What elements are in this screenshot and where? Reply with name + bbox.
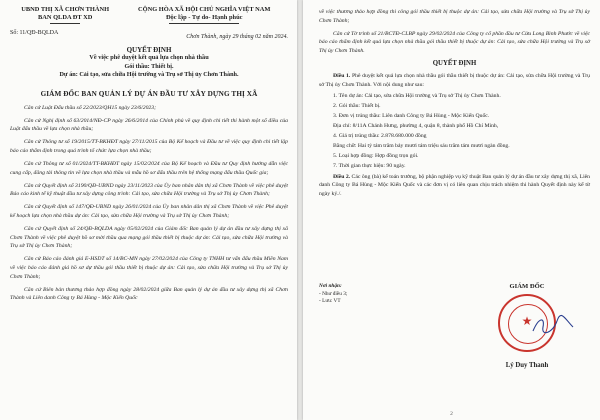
document-number: Số: 11/QĐ-BQLDA [10, 30, 59, 36]
document-title: QUYẾT ĐỊNH [126, 46, 172, 54]
document-date: Chơn Thành, ngày 29 tháng 02 năm 2024. [186, 34, 288, 40]
award-detail: 3. Đơn vị trúng thầu: Liên danh Công ty Bá Hùng - Mộc Kiến Quốc. [333, 113, 490, 120]
legal-basis-item: Căn cứ Thông tư số 19/2015/TT-BKHĐT ngày 27/11/2015 của Bộ Kế hoạch và Đầu tư về việc quy định chi tiết lập báo cáo thẩm định trong quá trình tổ chức lựa chọn nhà thầu; [10, 139, 288, 154]
agency-line-1: UBND THỊ XÃ CHƠN THÀNH [21, 6, 110, 13]
divider [50, 23, 80, 24]
award-detail: 4. Giá trị trúng thầu: 2.878.680.000 đồng [333, 133, 427, 140]
package-name: Gói thầu: Thiết bị. [124, 62, 174, 70]
project-name: Dự án: Cải tạo, sửa chữa Hội trường và Trụ sở Thị ủy Chơn Thành. [59, 71, 239, 78]
legal-basis-item: Căn cứ Biên bản thương thảo hợp đồng ngày 28/02/2024 giữa Ban quản lý dự án đầu tư xây dựng thị xã Chơn Thành và Liên danh Công ty Bá Hùng - Mộc Kiến Quốc [10, 286, 288, 302]
legal-basis-continuation: về việc thương thảo hợp đồng thi công gói thầu thiết bị thuộc dự án: Cải tạo, sửa chữa Hội trường và Trụ sở Thị ủy Chơn Thành; [319, 9, 590, 24]
award-detail: 1. Tên dự án: Cải tạo, sửa chữa Hội trường và Trụ sở Thị ủy Chơn Thành. [333, 93, 501, 100]
page-number: 2 [450, 411, 453, 417]
article-1-heading: Điều 1. [333, 72, 351, 79]
document-header [10, 6, 288, 24]
agency-line-2: BAN QLDA ĐT XD [38, 14, 93, 21]
award-detail: 5. Loại hợp đồng: Hợp đồng trọn gói. [333, 153, 419, 160]
article-1-text: Phê duyệt kết quả lựa chọn nhà thầu gói thầu thiết bị thuộc dự án: Cải tạo, sửa chữa Hội trường và Trụ sở Thị ủy Chơn Thành. Với nội dung như sau: [319, 72, 591, 88]
legal-basis-item: Căn cứ Thông tư số 01/2024/TT-BKHĐT ngày 15/02/2024 của Bộ Kế hoạch và Đầu tư Quy định hướng dẫn việc cung cấp, đăng tải thông tin về lựa chọn nhà thầu và mẫu hồ sơ đấu thầu trên hệ thống mạng đấu thầu Quốc gia; [10, 160, 288, 176]
document-subtitle: Về việc phê duyệt kết quả lựa chọn nhà thầu [89, 54, 209, 61]
national-title: CỘNG HÒA XÃ HỘI CHỦ NGHĨA VIỆT NAM [138, 6, 271, 13]
article-2-heading: Điều 2. [333, 173, 351, 180]
award-detail: 2. Gói thầu: Thiết bị. [333, 103, 381, 110]
authority-heading: GIÁM ĐỐC BAN QUẢN LÝ DỰ ÁN ĐẦU TƯ XÂY DỰNG THỊ XÃ [40, 89, 258, 98]
legal-basis-item: Căn cứ Báo cáo đánh giá E-HSDT số 14/BC-MN ngày 27/02/2024 của Công ty TNHH tư vấn đấu thầu Miền Nam về việc báo cáo đánh giá hồ sơ dự thầu gói thầu thiết bị thuộc dự án: Cải tạo, sửa chữa Hội trường và Trụ sở Thị ủy Chơn Thành; [10, 256, 288, 280]
seal-star-icon: ★ [521, 314, 533, 328]
national-motto: Độc lập - Tự do- Hạnh phúc [165, 14, 243, 21]
article-2 [319, 173, 590, 199]
issuing-agency [10, 6, 120, 24]
recipient-item: - Lưu: VT [319, 298, 341, 304]
award-detail: Địa chỉ: 8/11A Chánh Hưng, phường 4, quận 8, thành phố Hồ Chí Minh, [333, 123, 499, 130]
national-heading [120, 6, 288, 24]
document-page-2 [303, 0, 600, 420]
signer-name: Lý Duy Thanh [505, 362, 549, 369]
legal-basis-item: Căn cứ Nghị định số 63/2014/NĐ-CP ngày 26/6/2014 của Chính phủ về quy định chi tiết thi hành một số điều của Luật đấu thầu về lựa chọn nhà thầu; [10, 117, 288, 133]
legal-basis-item: Căn cứ Luật Đấu thầu số 22/2023/QH15 ngày 23/6/2023; [24, 104, 157, 111]
divider [169, 23, 239, 24]
handwritten-signature [531, 313, 575, 337]
legal-basis-item: Căn cứ Tờ trình số 21/BCTĐ-CLBP ngày 29/02/2024 của Công ty cổ phần đầu tư Cửu Long Bình Phước về việc báo cáo thẩm định kết quả lựa chọn nhà thầu gói thầu thiết bị thuộc dự án: Cải tạo, sửa chữa Hội trường và Trụ sở Thị ủy Chơn Thành. [319, 30, 590, 54]
award-details [319, 92, 590, 170]
legal-basis-item: Căn cứ Quyết định số 147/QĐ-UBND ngày 26/01/2024 của Ủy ban nhân dân thị xã Chơn Thành về việc Phê duyệt kế hoạch lựa chọn nhà thầu dự án: Cải tạo, sửa chữa Hội trường và Trụ sở Thị ủy Chơn Thành; [10, 204, 288, 219]
legal-basis-item: Căn cứ Quyết định số 24/QĐ-BQLDA ngày 05/02/2024 của Giám đốc Ban quản lý dự án đầu tư xây dựng thị xã Chơn Thành về việc phê duyệt hồ sơ mời thầu qua mạng gói thầu thiết bị thuộc dự án: Cải tạo, sửa chữa Hội trường và Trụ sở Thị ủy Chơn Thành; [10, 226, 288, 250]
decision-heading: QUYẾT ĐỊNH [432, 59, 477, 67]
document-page-1 [0, 0, 297, 420]
recipient-item: - Như điều 3; [319, 290, 348, 297]
award-detail: Bằng chữ: Hai tỷ tám trăm bảy mươi tám triệu sáu trăm tám mươi ngàn đồng. [333, 143, 510, 150]
signature-block [459, 283, 595, 369]
recipients-heading: Nơi nhận: [319, 283, 342, 289]
recipients-block [319, 283, 347, 306]
article-1 [319, 72, 590, 89]
legal-basis-item: Căn cứ Quyết định số 3190/QĐ-UBND ngày 23/11/2023 của Ủy ban nhân dân thị xã Chơn Thành về việc phê duyệt Báo cáo kinh tế kỹ thuật đầu tư xây dựng công trình: Cải tạo, sửa chữa Hội trường và Trụ sở Thị ủy Chơn Thành; [10, 182, 288, 198]
legal-basis-list [10, 104, 288, 303]
article-2-text: Các ông (bà) kế toán trưởng, bộ phận nghiệp vụ kỹ thuật Ban quản lý dự án đầu tư xây dựng thị xã, Liên danh Công ty Bá Hùng - Mộc Kiến Quốc và các đơn vị có liên quan chịu trách nhiệm thi hành Quyết định này kể từ ngày ký./. [319, 173, 591, 197]
signer-role: GIÁM ĐỐC [509, 283, 545, 290]
award-detail: 7. Thời gian thực hiện: 90 ngày. [333, 163, 406, 170]
